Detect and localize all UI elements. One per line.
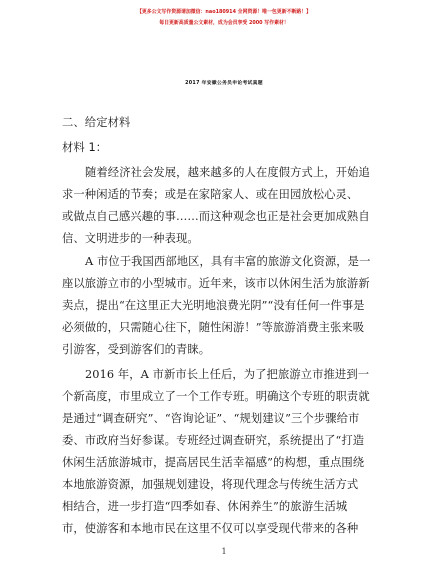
paragraph-3-line-1: 2016 年，A 市新市长上任后，为了把旅游立市推进到一 <box>85 368 370 381</box>
paragraph-2-line-5: 引游客，受到游客们的青睐。 <box>62 343 211 356</box>
paragraph-3-line-3: 是通过“调查研究”、“咨询论证”、“规划建议”三个步骤给市 <box>62 412 360 425</box>
paragraph-3-line-8: 市，使游客和本地市民在这里不仅可以享受现代带来的各种 <box>62 522 359 535</box>
paragraph-3-line-7: 相结合，进一步打造“四季如春、休闲养生”的旅游生活城 <box>62 500 348 513</box>
paragraph-1-line-4: 信、文明进步的一种表现。 <box>62 232 199 245</box>
paragraph-2-line-1: A 市位于我国西部地区，具有丰富的旅游文化资源，是一 <box>85 255 371 268</box>
material-label: 材料 1： <box>62 141 108 154</box>
document-title: 2017 年安徽公务员申论考试真题 <box>185 81 263 86</box>
paragraph-2-line-4: 必须做的，只需随心往下，随性闲游！”等旅游消费主张来吸 <box>62 321 365 334</box>
promo-banner-line-2[interactable]: 每日更新高质量公文素材，成为会员享受 2000 写作素材！ <box>159 20 289 26</box>
paragraph-3-line-6: 本地旅游资源，加强规划建设，将现代理念与传统生活方式 <box>62 478 359 491</box>
paragraph-3-line-2: 个新高度，市里成立了一个工作专班。明确这个专班的职责就 <box>62 390 370 403</box>
paragraph-1-line-1: 随着经济社会发展，越来越多的人在度假方式上，开始追 <box>85 166 370 179</box>
paragraph-3-line-4: 委、市政府当好参谋。专班经过调查研究，系统提出了“打造 <box>62 434 365 447</box>
promo-banner-line-1[interactable]: 【更多公文写作资源请加微信：nao180914 全网资源！唯一包更新不断路！】 <box>136 9 312 15</box>
paragraph-3-line-5: 休闲生活旅游城市，提高居民生活幸福感”的构想，重点围绕 <box>62 456 365 469</box>
paragraph-1-line-3: 或做点自己感兴趣的事……而这种观念也正是社会更加成熟自 <box>62 210 370 223</box>
paragraph-2-line-3: 卖点，提出“在这里正大光明地浪费光阴”“没有任何一件事是 <box>62 299 365 312</box>
page-number: 1 <box>221 547 227 556</box>
paragraph-2-line-2: 座以旅游立市的小型城市。近年来，该市以休闲生活为旅游新 <box>62 277 370 290</box>
section-heading: 二、给定材料 <box>62 116 131 129</box>
paragraph-1-line-2: 求一种闲适的节奏；或是在家陪家人、或在田园放松心灵、 <box>62 188 359 201</box>
